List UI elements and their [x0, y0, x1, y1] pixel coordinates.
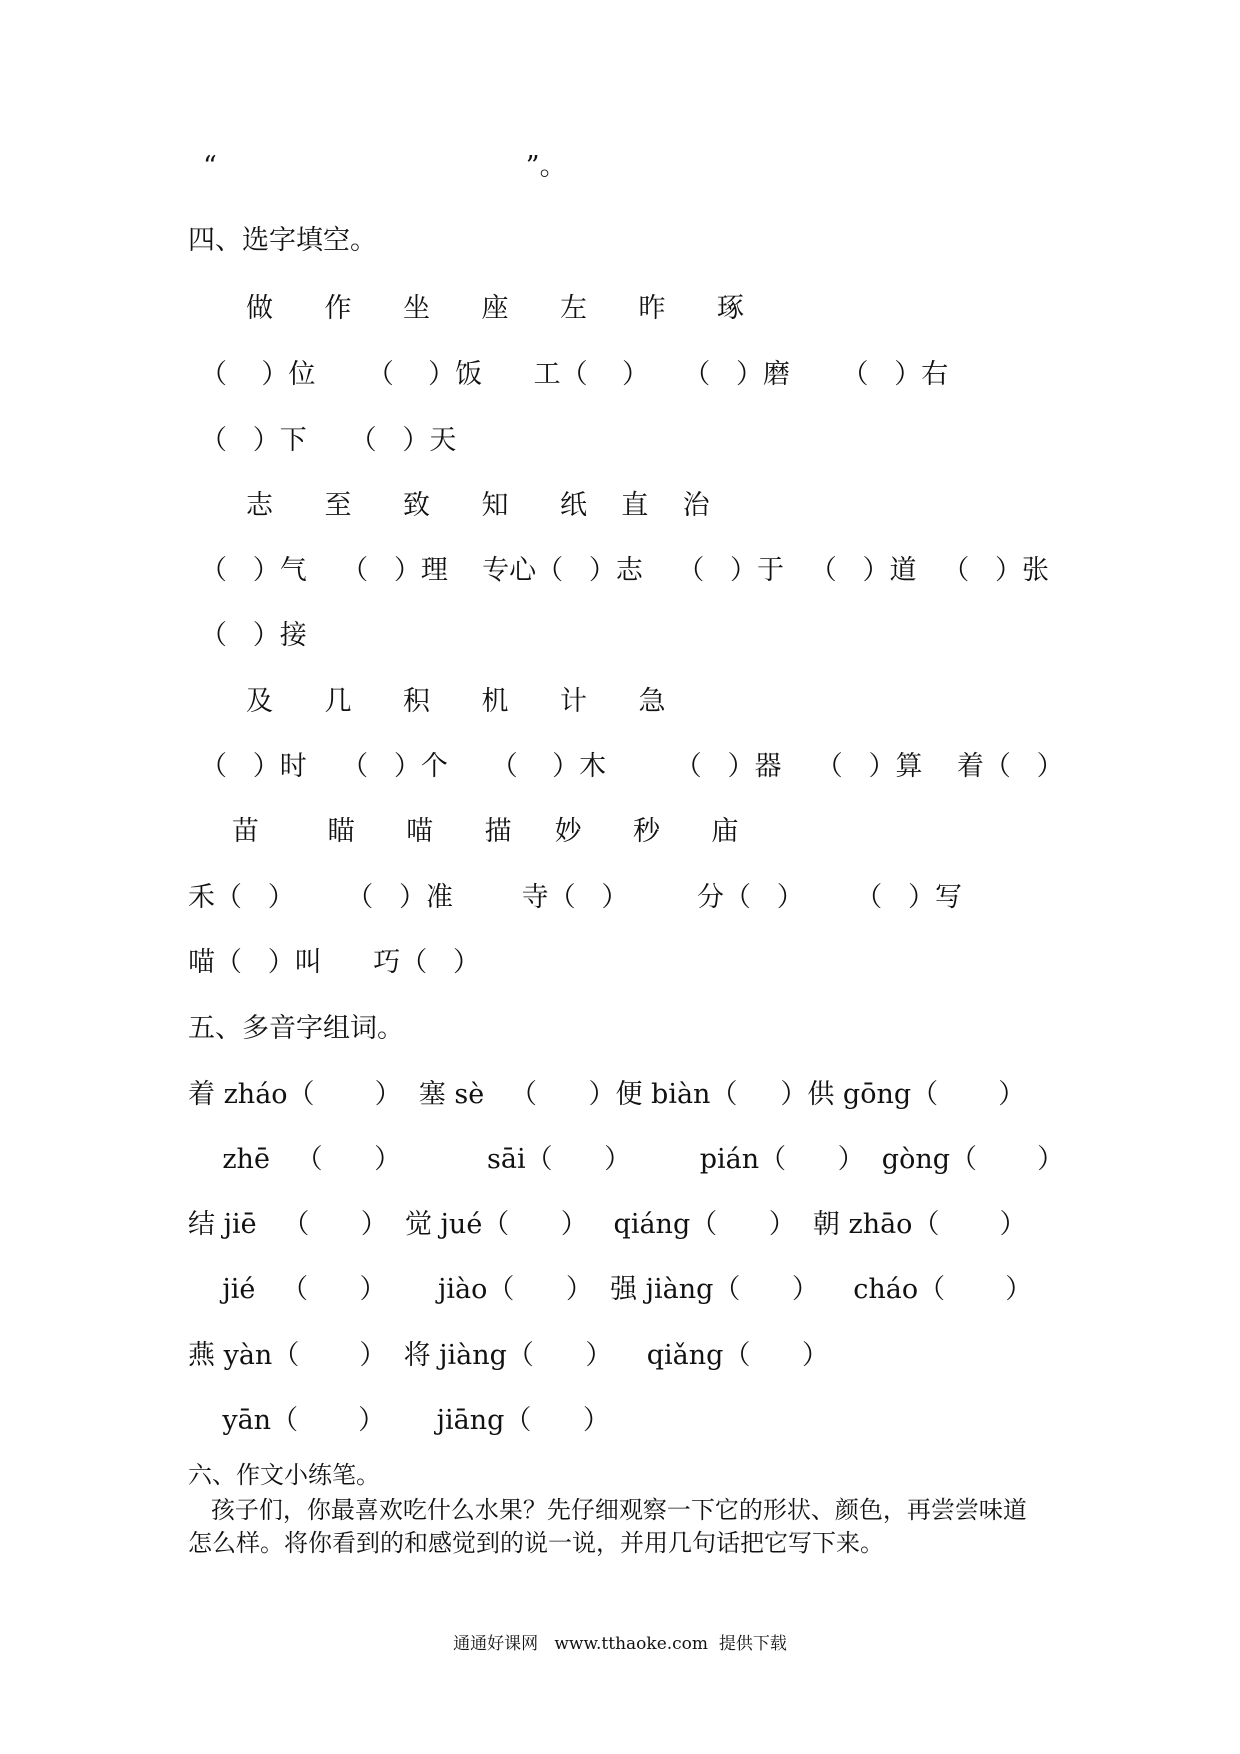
section-5-title: 五、多音字组词。 [188, 1013, 404, 1044]
polyphone-row-2: zhē （ ） sāi（ ） pián（ ） gòng（ ） [188, 1144, 1065, 1175]
polyphone-row-4: jié （ ） jiào（ ） 强 jiàng（ ） cháo（ ） [188, 1274, 1033, 1305]
footer-source: 通通好课网 www.tthaoke.com 提供下载 [453, 1634, 787, 1654]
section-4-group-1-chars: 做 作 坐 座 左 昨 琢 [246, 293, 744, 324]
section-4-group-2-line-1: （ ）气 （ ）理 专心（ ）志 （ ）于 （ ）道 （ ）张 [200, 555, 1049, 586]
section-6-paragraph-line-2: 怎么样。将你看到的和感觉到的说一说，并用几句话把它写下来。 [188, 1529, 884, 1557]
section-4-group-4-line-2: 喵（ ）叫 巧（ ） [188, 947, 480, 978]
section-6-title: 六、作文小练笔。 [188, 1461, 380, 1489]
section-4-group-4-chars: 苗 瞄 喵 描 妙 秒 庙 [232, 816, 739, 847]
section-4-group-3-line-1: （ ）时 （ ）个 （ ）木 （ ）器 （ ）算 着（ ） [200, 751, 1064, 782]
polyphone-row-6: yān（ ） jiāng（ ） [188, 1405, 610, 1436]
section-6-paragraph-line-1: 孩子们，你最喜欢吃什么水果？先仔细观察一下它的形状、颜色，再尝尝味道 [188, 1496, 1027, 1524]
section-4-group-1-line-2: （ ）下 （ ）天 [200, 425, 457, 456]
section-4-group-4-line-1: 禾（ ） （ ）准 寺（ ） 分（ ） （ ）写 [188, 882, 963, 913]
polyphone-row-1: 着 zháo（ ） 塞 sè （ ）便 biàn（ ）供 gōng（ ） [188, 1079, 1026, 1110]
section-4-group-3-chars: 及 几 积 机 计 急 [246, 686, 666, 717]
section-4-group-2-chars: 志 至 致 知 纸 直 治 [246, 490, 710, 521]
quote-blank: “ ”。 [203, 151, 567, 182]
section-4-title: 四、选字填空。 [188, 225, 377, 256]
polyphone-row-3: 结 jiē （ ） 觉 jué（ ） qiáng（ ） 朝 zhāo（ ） [188, 1209, 1027, 1240]
section-4-group-2-line-2: （ ）接 [200, 620, 307, 651]
polyphone-row-5: 燕 yàn（ ） 将 jiàng（ ） qiǎng（ ） [188, 1340, 829, 1371]
section-4-group-1-line-1: （ ）位 （ ）饭 工（ ） （ ）磨 （ ）右 [200, 359, 949, 390]
